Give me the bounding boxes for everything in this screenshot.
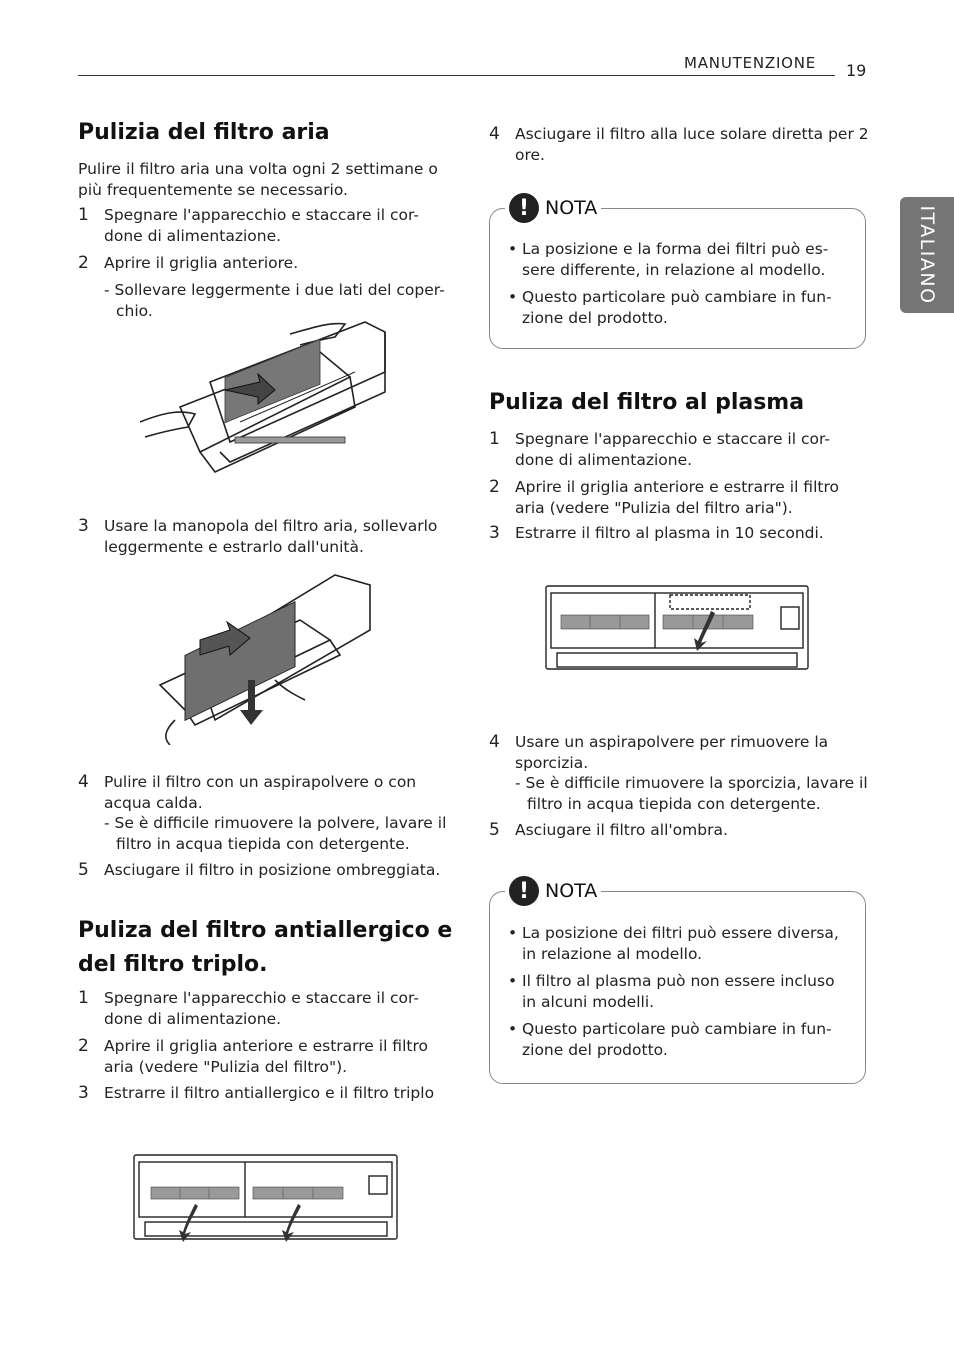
header-rule bbox=[78, 75, 835, 76]
note-item-text: Questo particolare può cambiare in fun-zione del prodotto. bbox=[522, 288, 832, 327]
step-number: 3 bbox=[489, 523, 500, 543]
illustration-remove-filter bbox=[155, 570, 380, 745]
note-item-text: Questo particolare può cambiare in fun-zione del prodotto. bbox=[522, 1020, 832, 1059]
step-text: Pulire il filtro con un aspirapolvere o con acqua calda. bbox=[104, 773, 417, 812]
note-list bbox=[508, 923, 853, 1067]
note-label: NOTA bbox=[545, 880, 598, 902]
step-4 bbox=[78, 772, 453, 813]
note-item-text: La posizione e la forma dei filtri può es-sere differente, in relazione al modello. bbox=[522, 240, 829, 279]
step-3 bbox=[78, 516, 453, 557]
exclamation-icon: ! bbox=[509, 876, 539, 906]
step-number: 5 bbox=[78, 860, 89, 880]
note-list bbox=[508, 239, 848, 335]
step-number: 2 bbox=[78, 1036, 89, 1056]
step-2 bbox=[78, 1036, 443, 1077]
step-4-sub: - Se è difficile rimuovere la sporcizia, lavare il filtro in acqua tiepida con detergente. bbox=[515, 774, 868, 813]
step-text: Estrarre il filtro antiallergico e il filtro triplo bbox=[104, 1084, 435, 1102]
bullet-icon: • bbox=[508, 1020, 518, 1038]
step-1 bbox=[78, 205, 443, 246]
step-text: Spegnare l'apparecchio e staccare il cor-done di alimentazione. bbox=[104, 206, 419, 245]
note-label: NOTA bbox=[545, 197, 598, 219]
exclamation-icon: ! bbox=[509, 193, 539, 223]
step-3 bbox=[78, 1083, 458, 1104]
step-text: Asciugare il filtro alla luce solare diretta per 2 ore. bbox=[515, 125, 869, 164]
step-5 bbox=[78, 860, 458, 881]
step-text: Spegnare l'apparecchio e staccare il cor-done di alimentazione. bbox=[104, 989, 419, 1028]
note-item bbox=[508, 923, 853, 964]
note-item bbox=[508, 239, 848, 280]
step-2 bbox=[489, 477, 854, 518]
note-item bbox=[508, 1019, 853, 1060]
bullet-icon: • bbox=[508, 240, 518, 258]
note-item bbox=[508, 287, 848, 328]
language-tab-label: ITALIANO bbox=[916, 205, 938, 305]
step-text: Asciugare il filtro all'ombra. bbox=[515, 821, 728, 839]
section-title-air-filter: Pulizia del filtro aria bbox=[78, 120, 330, 145]
step-1 bbox=[489, 429, 849, 470]
step-text: Estrarre il filtro al plasma in 10 secondi. bbox=[515, 524, 824, 542]
step-number: 1 bbox=[78, 205, 89, 225]
step-number: 2 bbox=[78, 253, 89, 273]
step-number: 2 bbox=[489, 477, 500, 497]
note-item bbox=[508, 971, 853, 1012]
step-text: Asciugare il filtro in posizione ombreggiata. bbox=[104, 861, 441, 879]
note-item-text: La posizione dei filtri può essere diversa, in relazione al modello. bbox=[522, 924, 839, 963]
step-3 bbox=[489, 523, 854, 544]
note-header bbox=[505, 193, 601, 223]
step-number: 4 bbox=[78, 772, 89, 792]
step-number: 1 bbox=[78, 988, 89, 1008]
language-tab bbox=[900, 197, 954, 313]
section-title-plasma-filter: Puliza del filtro al plasma bbox=[489, 390, 805, 415]
bullet-icon: • bbox=[508, 288, 518, 306]
note-item-text: Il filtro al plasma può non essere incluso in alcuni modelli. bbox=[522, 972, 835, 1011]
bullet-icon: • bbox=[508, 924, 518, 942]
step-2 bbox=[78, 253, 443, 274]
step-text: Aprire il griglia anteriore e estrarre il filtro aria (vedere "Pulizia del filtro aria"). bbox=[515, 478, 839, 517]
illustration-open-grille bbox=[140, 312, 395, 477]
page-number: 19 bbox=[846, 61, 867, 80]
step-text: Spegnare l'apparecchio e staccare il cor-done di alimentazione. bbox=[515, 430, 830, 469]
step-number: 3 bbox=[78, 1083, 89, 1103]
note-header bbox=[505, 876, 601, 906]
step-text: Aprire il griglia anteriore. bbox=[104, 254, 299, 272]
step-4 bbox=[489, 732, 869, 773]
step-number: 1 bbox=[489, 429, 500, 449]
step-number: 3 bbox=[78, 516, 89, 536]
section-title-antiallergic-filter: Puliza del filtro antiallergico e del filtro triplo. bbox=[78, 918, 453, 977]
illustration-antiallergic-filters bbox=[133, 1154, 399, 1242]
step-number: 5 bbox=[489, 820, 500, 840]
step-text: Aprire il griglia anteriore e estrarre il filtro aria (vedere "Pulizia del filtro"). bbox=[104, 1037, 428, 1076]
illustration-plasma-filter bbox=[545, 585, 809, 671]
bullet-icon: • bbox=[508, 972, 518, 990]
step-text: Usare un aspirapolvere per rimuovere la sporcizia. bbox=[515, 733, 829, 772]
step-number: 4 bbox=[489, 124, 500, 144]
step-4 bbox=[489, 124, 869, 165]
step-number: 4 bbox=[489, 732, 500, 752]
step-text: Usare la manopola del filtro aria, sollevarlo leggermente e estrarlo dall'unità. bbox=[104, 517, 438, 556]
step-5 bbox=[489, 820, 869, 841]
step-4-sub: - Se è difficile rimuovere la polvere, lavare il filtro in acqua tiepida con detergente. bbox=[104, 814, 447, 853]
step-1 bbox=[78, 988, 443, 1029]
step-2-sub: - Sollevare leggermente i due lati del coper-chio. bbox=[104, 281, 445, 320]
section-intro: Pulire il filtro aria una volta ogni 2 settimane o più frequentemente se necessario. bbox=[78, 160, 438, 199]
running-header: MANUTENZIONE bbox=[684, 54, 817, 72]
